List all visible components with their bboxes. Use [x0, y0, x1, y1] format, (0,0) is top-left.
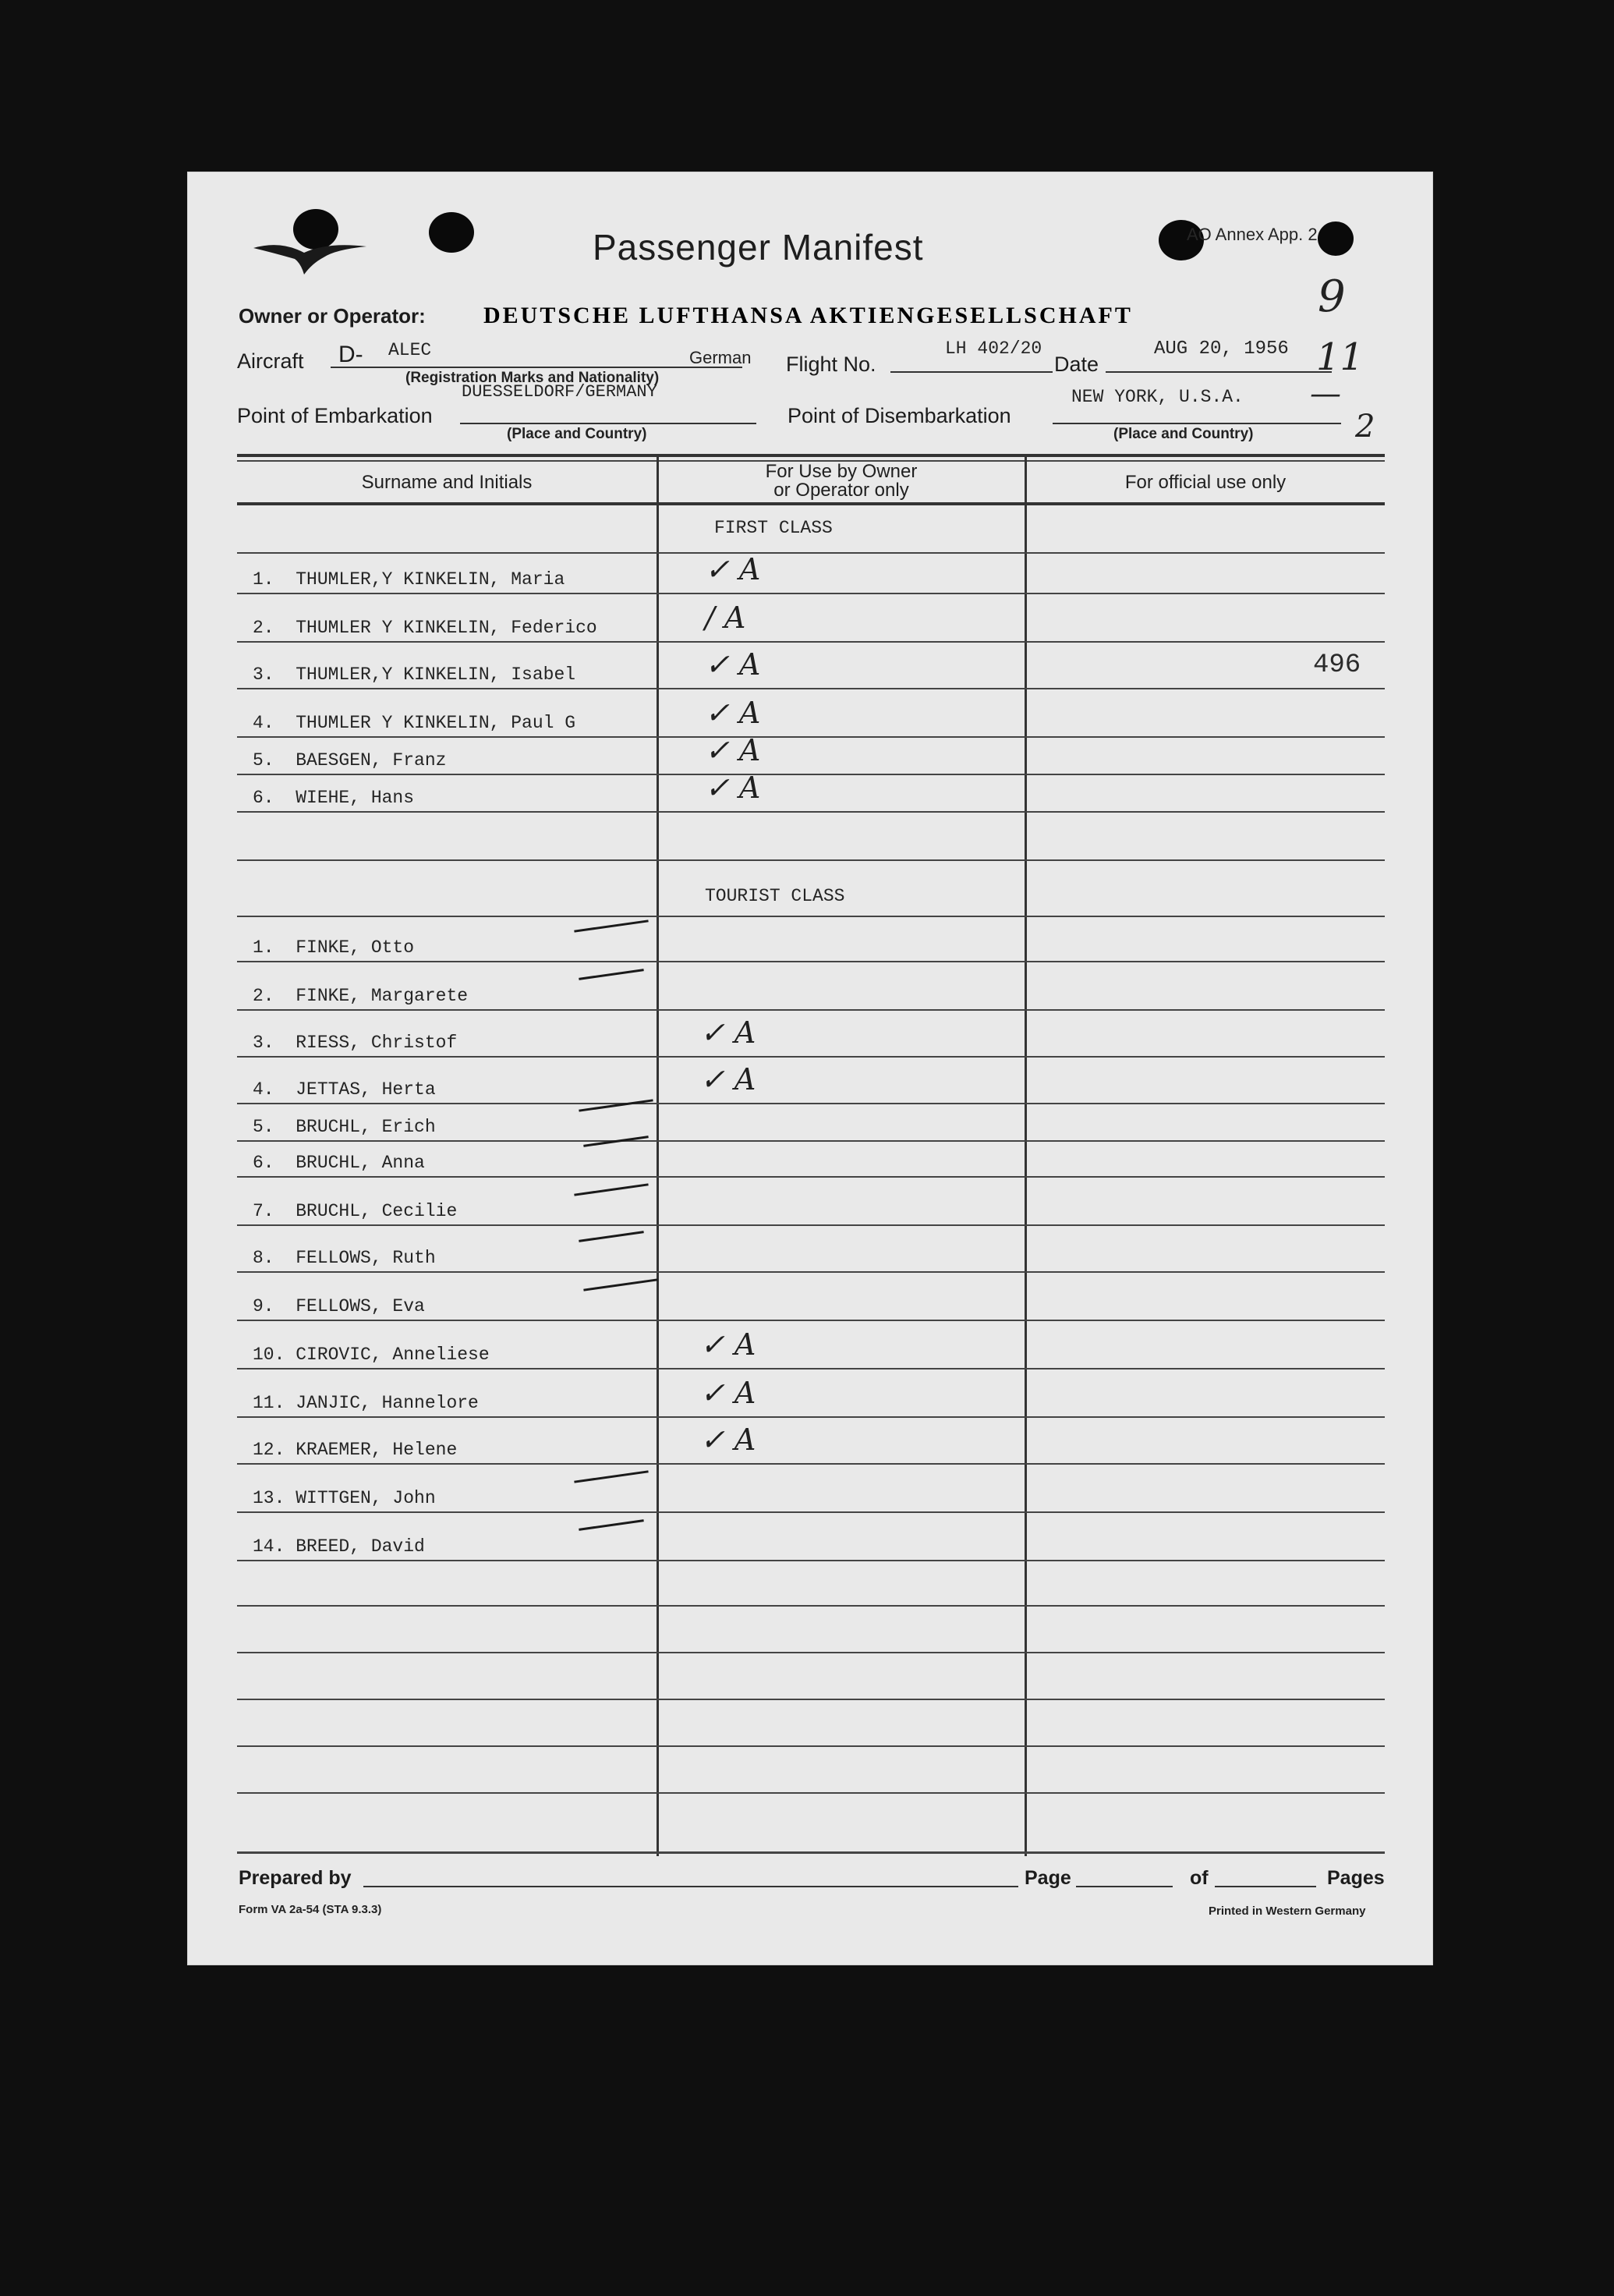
- passenger-name: 5. BAESGEN, Franz: [253, 750, 447, 771]
- rule: [237, 1224, 1385, 1226]
- passenger-name: 3. RIESS, Christof: [253, 1033, 458, 1053]
- passenger-name: 9. FELLOWS, Eva: [253, 1296, 425, 1316]
- dash-mark: [579, 1231, 644, 1242]
- check-mark: ✓ A: [705, 733, 761, 767]
- prepared-by-underline: [363, 1886, 1018, 1887]
- embark-underline: [460, 423, 756, 424]
- col-owner-header-line2: or Operator only: [773, 480, 909, 501]
- passenger-name: 3. THUMLER,Y KINKELIN, Isabel: [253, 664, 576, 685]
- margin-note: 9: [1318, 271, 1346, 322]
- rule: [237, 552, 1385, 554]
- rule: [237, 1416, 1385, 1418]
- page-label: Page: [1025, 1867, 1071, 1889]
- disembark-underline: [1053, 423, 1341, 424]
- check-mark: ✓ A: [700, 1062, 756, 1097]
- passenger-name: 13. WITTGEN, John: [253, 1488, 436, 1508]
- rule: [237, 1368, 1385, 1369]
- rule: [237, 1463, 1385, 1465]
- rule: [237, 1560, 1385, 1561]
- rule: [237, 916, 1385, 917]
- dash-mark: [579, 969, 644, 980]
- rule: [237, 1271, 1385, 1273]
- col-surname-header: Surname and Initials: [361, 472, 533, 493]
- embark-value: DUESSELDORF/GERMANY: [462, 382, 657, 402]
- flight-value: LH 402/20: [945, 338, 1042, 359]
- flight-underline: [890, 371, 1053, 373]
- margin-note: 11: [1316, 335, 1364, 379]
- manifest-page: [187, 172, 1433, 1965]
- disembark-value: NEW YORK, U.S.A.: [1071, 387, 1244, 407]
- aircraft-label: Aircraft: [237, 349, 304, 373]
- passenger-name: 6. BRUCHL, Anna: [253, 1153, 425, 1173]
- rule: [237, 961, 1385, 962]
- col-owner-header-line1: For Use by Owner: [765, 461, 918, 482]
- column-divider: [1025, 454, 1027, 1856]
- of-label: of: [1190, 1867, 1209, 1889]
- pages-label: Pages: [1327, 1867, 1385, 1889]
- rule: [237, 1511, 1385, 1513]
- aircraft-value: ALEC: [388, 340, 432, 360]
- rule: [237, 811, 1385, 813]
- passenger-name: 14. BREED, David: [253, 1536, 425, 1557]
- rule: [237, 1140, 1385, 1142]
- check-mark: ✓ A: [705, 771, 761, 805]
- embark-caption: (Place and Country): [507, 426, 647, 442]
- rule: [237, 1745, 1385, 1747]
- printed-note: Printed in Western Germany: [1209, 1904, 1366, 1918]
- check-mark: ✓ A: [700, 1423, 756, 1457]
- passenger-name: 5. BRUCHL, Erich: [253, 1117, 436, 1137]
- passenger-name: 2. FINKE, Margarete: [253, 986, 469, 1006]
- disembark-label: Point of Disembarkation: [788, 404, 1011, 427]
- passenger-name: 12. KRAEMER, Helene: [253, 1440, 458, 1460]
- punch-hole: [429, 212, 474, 253]
- official-number: 496: [1313, 650, 1361, 680]
- annex-label: AO Annex App. 2: [1187, 225, 1318, 244]
- prepared-by-label: Prepared by: [239, 1867, 352, 1889]
- rule: [237, 1652, 1385, 1653]
- rule: [237, 1699, 1385, 1700]
- rule: [237, 1792, 1385, 1794]
- passenger-name: 4. JETTAS, Herta: [253, 1079, 436, 1100]
- margin-note: 2: [1355, 409, 1375, 445]
- passenger-name: 4. THUMLER Y KINKELIN, Paul G: [253, 713, 576, 733]
- check-mark: ✓ A: [705, 552, 761, 586]
- rule: [237, 1103, 1385, 1104]
- embark-label: Point of Embarkation: [237, 404, 433, 427]
- passenger-name: 2. THUMLER Y KINKELIN, Federico: [253, 618, 597, 638]
- check-mark: ✓ A: [705, 647, 761, 682]
- passenger-name: 8. FELLOWS, Ruth: [253, 1248, 436, 1268]
- date-value: AUG 20, 1956: [1154, 338, 1289, 360]
- aircraft-caption: (Registration Marks and Nationality): [405, 370, 660, 386]
- rule: [237, 1605, 1385, 1607]
- rule: [237, 1176, 1385, 1178]
- rule: [237, 859, 1385, 861]
- check-mark: ✓ A: [700, 1327, 756, 1362]
- flight-label: Flight No.: [786, 353, 876, 376]
- dash-mark: [574, 919, 648, 932]
- rule: [237, 641, 1385, 643]
- page-underline: [1076, 1886, 1173, 1887]
- col-official-header: For official use only: [1124, 472, 1287, 493]
- rule: [237, 1056, 1385, 1058]
- page-title: Passenger Manifest: [593, 227, 924, 268]
- rule: [237, 593, 1385, 594]
- dash-mark: [579, 1099, 653, 1111]
- passenger-name: 11. JANJIC, Hannelore: [253, 1393, 479, 1413]
- disembark-caption: (Place and Country): [1113, 426, 1254, 442]
- dash-mark: [574, 1183, 648, 1196]
- owner-value: DEUTSCHE LUFTHANSA AKTIENGESELLSCHAFT: [483, 303, 1133, 328]
- passenger-name: 6. WIEHE, Hans: [253, 788, 415, 808]
- dash-mark: [583, 1278, 657, 1291]
- check-mark: ✓ A: [700, 1376, 756, 1410]
- passenger-name: 7. BRUCHL, Cecilie: [253, 1201, 458, 1221]
- aircraft-nationality: German: [689, 348, 752, 367]
- dash-mark: [579, 1519, 644, 1531]
- check-mark: ✓ A: [700, 1015, 756, 1050]
- check-mark: ✓ A: [705, 696, 761, 730]
- rule: [237, 688, 1385, 689]
- tourist-class-label: TOURIST CLASS: [705, 886, 845, 906]
- passenger-name: 10. CIROVIC, Anneliese: [253, 1345, 490, 1365]
- punch-hole: [1318, 221, 1354, 256]
- form-number: Form VA 2a-54 (STA 9.3.3): [239, 1903, 382, 1916]
- owner-label: Owner or Operator:: [239, 304, 426, 328]
- passenger-table: [237, 454, 1385, 1856]
- margin-note: —: [1310, 376, 1341, 412]
- check-mark: / A: [705, 601, 746, 635]
- aircraft-underline: [331, 367, 742, 368]
- date-underline: [1106, 371, 1332, 373]
- first-class-label: FIRST CLASS: [714, 518, 833, 538]
- passenger-name: 1. FINKE, Otto: [253, 937, 415, 958]
- rule: [237, 502, 1385, 505]
- rule: [237, 454, 1385, 457]
- column-divider: [657, 454, 659, 1856]
- date-label: Date: [1054, 353, 1099, 376]
- rule: [237, 736, 1385, 738]
- crane-logo-icon: [250, 226, 390, 281]
- aircraft-prefix: D-: [338, 342, 363, 367]
- passenger-name: 1. THUMLER,Y KINKELIN, Maria: [253, 569, 565, 590]
- rule: [237, 1009, 1385, 1011]
- rule: [237, 774, 1385, 775]
- dash-mark: [574, 1470, 648, 1483]
- rule: [237, 1320, 1385, 1321]
- of-underline: [1215, 1886, 1316, 1887]
- rule: [237, 1851, 1385, 1854]
